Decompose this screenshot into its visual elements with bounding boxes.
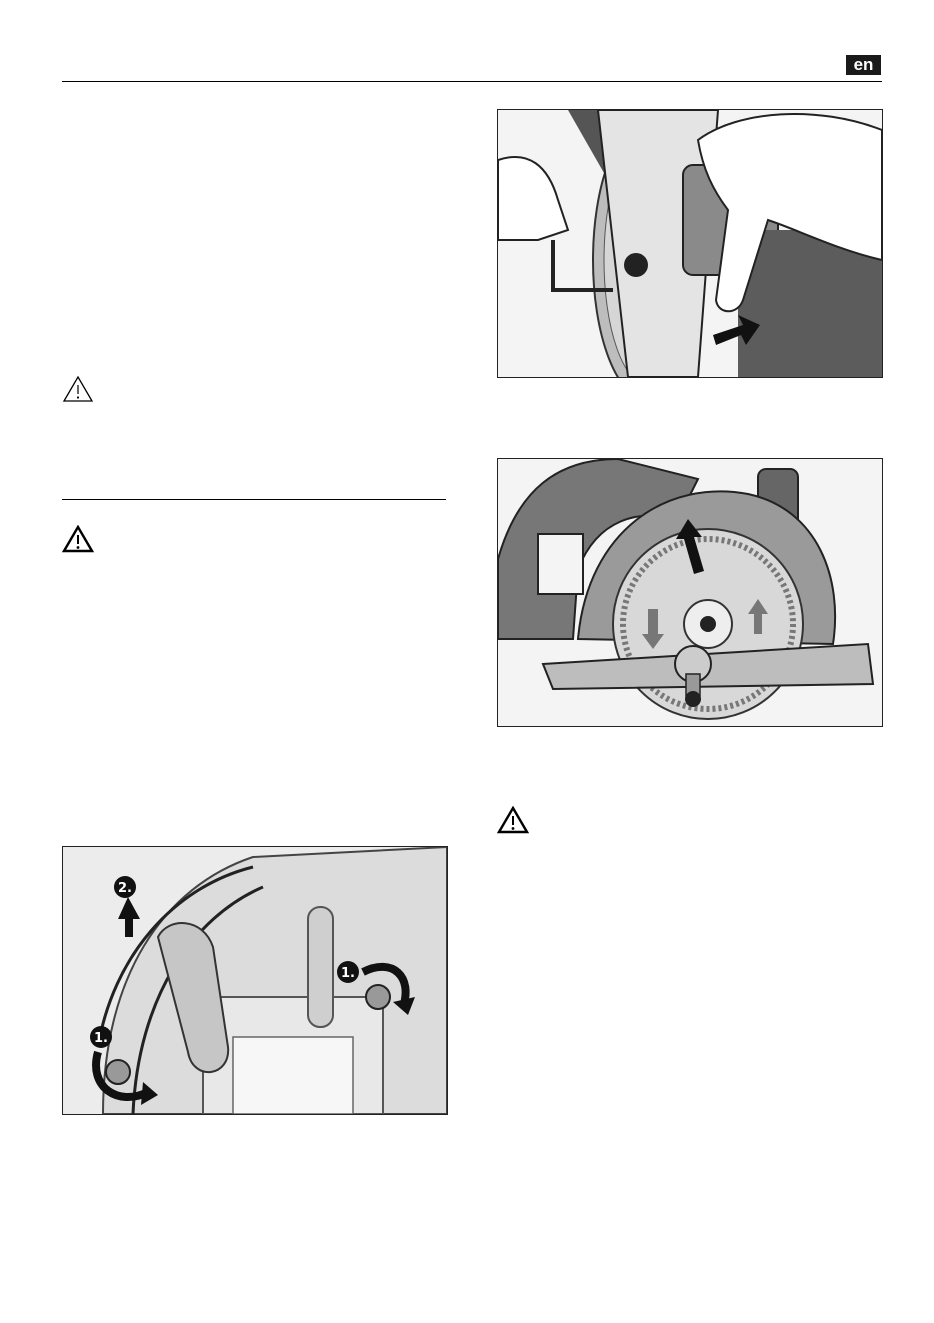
section-rule (62, 499, 446, 500)
figure-guard-bolts (62, 846, 448, 1115)
figure-blade-lock (497, 109, 883, 378)
saw-guard-illustration (498, 459, 882, 726)
blade-lock-illustration (498, 110, 882, 377)
header-rule (62, 81, 882, 82)
label-step1-right: 1. (341, 966, 355, 981)
guard-bolts-illustration (63, 847, 447, 1114)
label-step2: 2. (118, 881, 132, 896)
figure-saw-guard (497, 458, 883, 727)
warning-triangle-icon (62, 525, 94, 558)
warning-triangle-icon (62, 375, 94, 408)
warning-triangle-icon (497, 806, 529, 839)
label-step1-left: 1. (94, 1031, 108, 1046)
language-badge: en (846, 55, 881, 75)
